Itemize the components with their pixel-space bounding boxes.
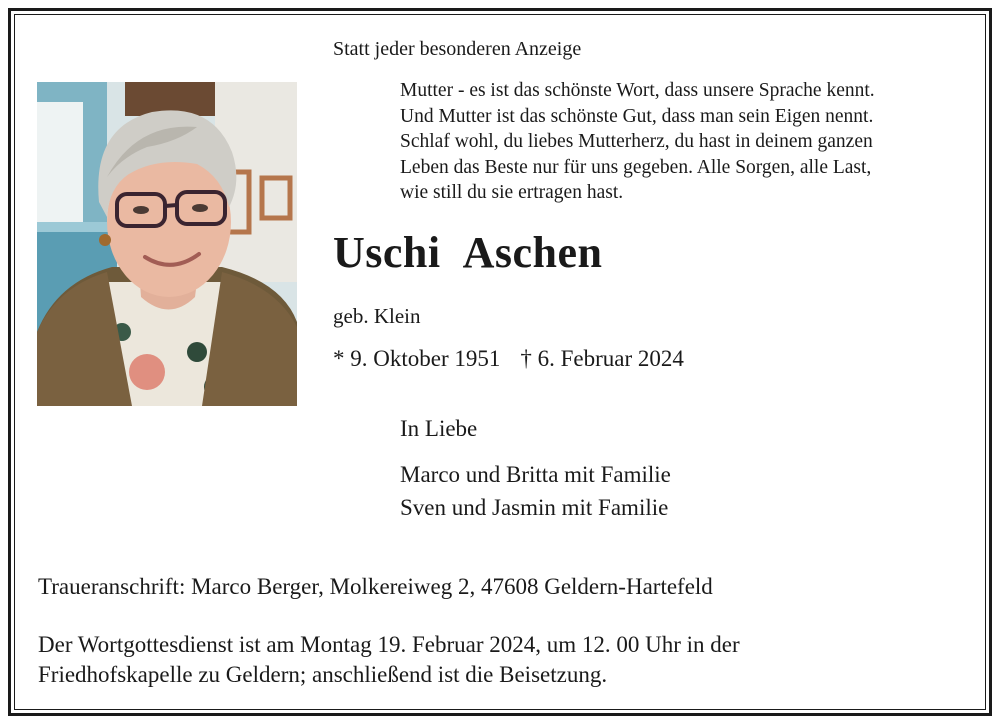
service-line: Friedhofskapelle zu Geldern; anschließend ist die Beisetzung. bbox=[38, 662, 608, 687]
death-date: † 6. Februar 2024 bbox=[520, 346, 684, 371]
mourning-address: Traueranschrift: Marco Berger, Molkereiweg 2, 47608 Geldern-Hartefeld bbox=[38, 574, 713, 599]
maiden-name: geb. Klein bbox=[333, 304, 421, 328]
header-note: Statt jeder besonderen Anzeige bbox=[333, 38, 582, 60]
poem-line: Schlaf wohl, du liebes Mutterherz, du hast in deinem ganzen bbox=[400, 131, 873, 153]
service-line: Der Wortgottesdienst ist am Montag 19. Februar 2024, um 12. 00 Uhr in der bbox=[38, 632, 740, 657]
poem-line: wie still du sie ertragen hast. bbox=[400, 182, 624, 204]
last-name: Aschen bbox=[462, 228, 603, 277]
mourner-families bbox=[400, 458, 671, 524]
deceased-name bbox=[333, 227, 603, 278]
birth-date: * 9. Oktober 1951 bbox=[333, 346, 501, 371]
first-name: Uschi bbox=[333, 228, 441, 277]
life-dates bbox=[333, 346, 684, 372]
service-info bbox=[38, 630, 740, 690]
poem-line: Und Mutter ist das schönste Gut, dass man sein Eigen nennt. bbox=[400, 105, 874, 127]
in-love-intro: In Liebe bbox=[400, 416, 478, 441]
poem-line: Mutter - es ist das schönste Wort, dass unsere Sprache kennt. bbox=[400, 80, 875, 101]
family-line: Sven und Jasmin mit Familie bbox=[400, 495, 669, 520]
portrait-photo bbox=[37, 82, 297, 406]
poem bbox=[400, 78, 875, 206]
family-line: Marco und Britta mit Familie bbox=[400, 462, 671, 487]
poem-line: Leben das Beste nur für uns gegeben. Alle Sorgen, alle Last, bbox=[400, 156, 872, 178]
